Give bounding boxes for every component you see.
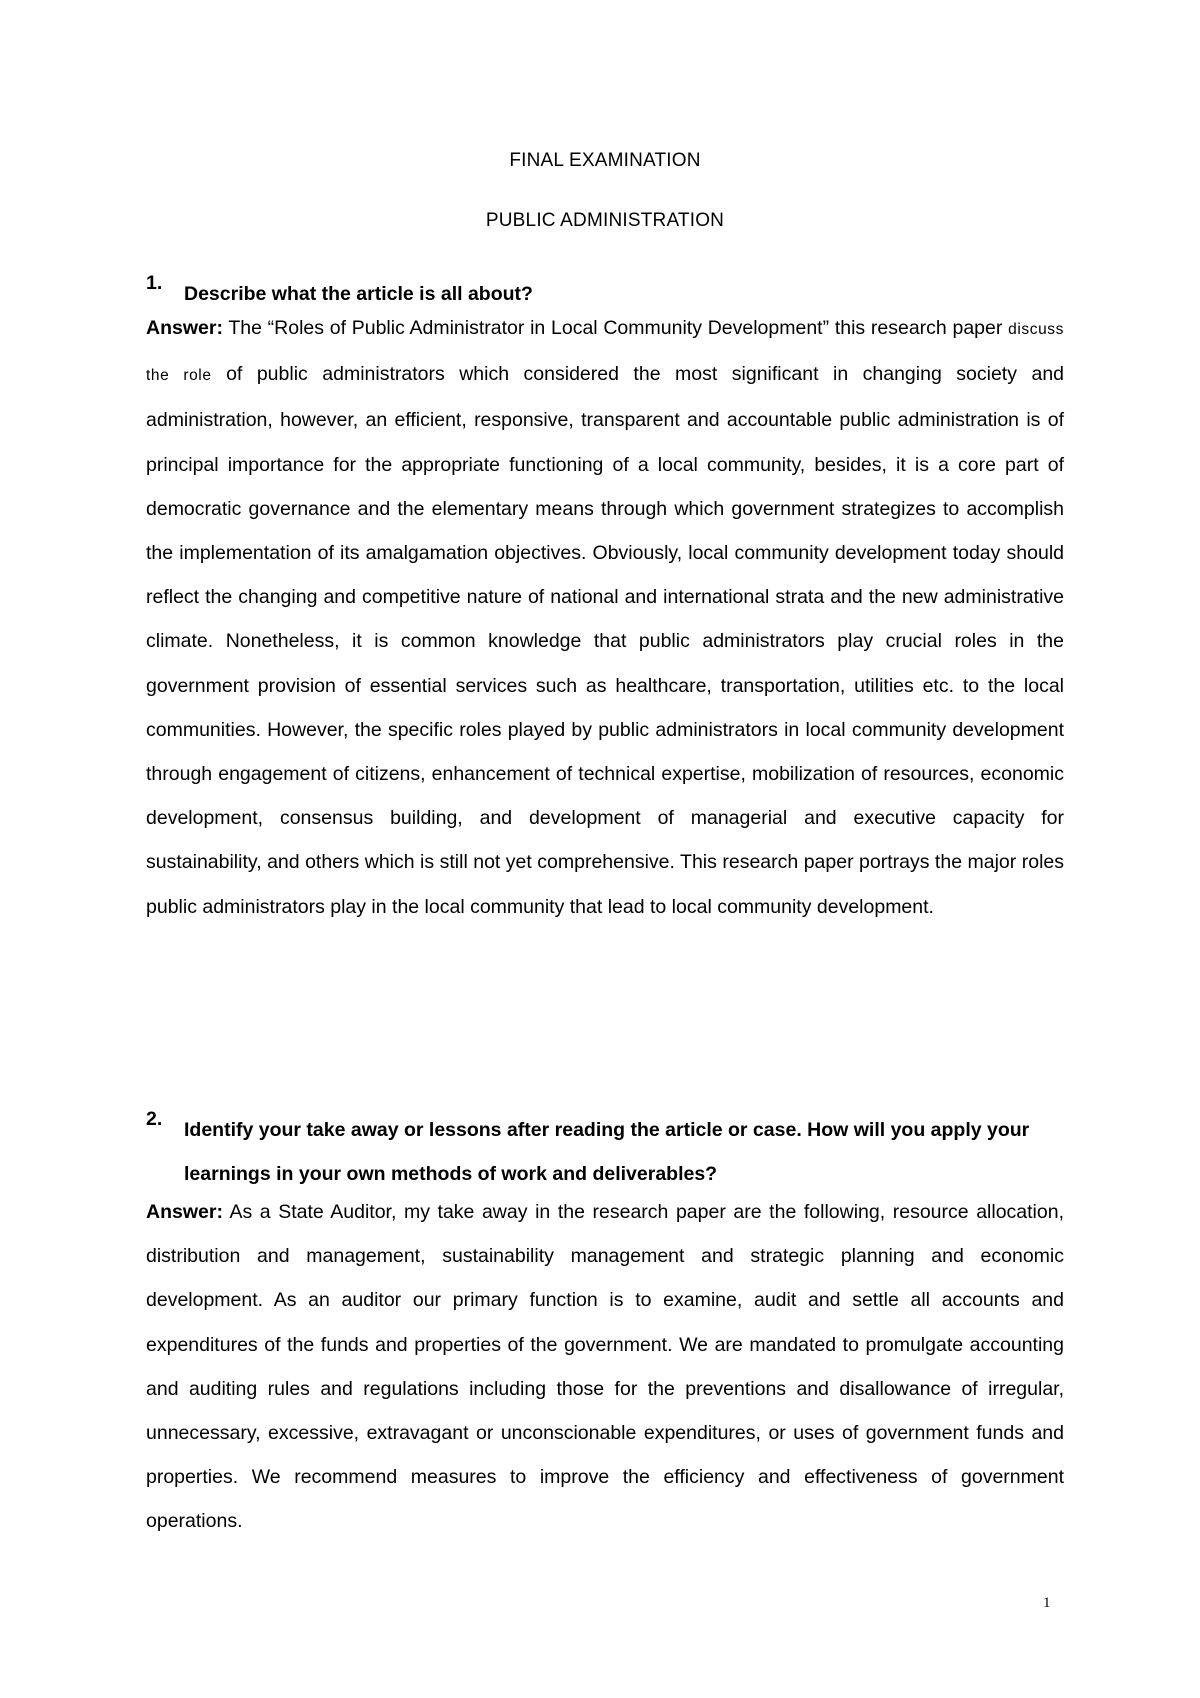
- answer-1-body: of public administrators which considered the most significant in changing society and administration, however, an efficient, responsive, transparent and accountable public administration is of principal importance for the appropriate functioning of a local community, besides, it is a core part of democratic governance and the elementary means through which government strategizes to accomplish the implementation of its amalgamation objectives. Obviously, local community development today should reflect the changing and competitive nature of national and international strata and the new administrative climate. Nonetheless, it is common knowledge that public administrators play crucial roles in the government provision of essential services such as healthcare, transportation, utilities etc. to the local communities. However, the specific roles played by public administrators in local community development through engagement of citizens, enhancement of technical expertise, mobilization of resources, economic development, consensus building, and development of managerial and executive capacity for sustainability, and others which is still not yet comprehensive. This research paper portrays the major roles public administrators play in the local community that lead to local community development.: [146, 363, 1065, 918]
- question-2-number: 2.: [146, 1108, 163, 1130]
- answer-1-lead: The “Roles of Public Administrator in Local Community Development” this research paper: [222, 317, 1009, 339]
- answer-1-small-text: discuss the role: [146, 321, 1064, 385]
- question-2-text: Identify your take away or lessons after reading the article or case. How will you apply your learnings in your own methods of work and deliverables?: [184, 1119, 1030, 1185]
- answer-1-label: Answer:: [146, 317, 223, 339]
- question-1-text: Describe what the article is all about?: [184, 283, 533, 305]
- answer-2: [146, 1190, 1064, 1544]
- answer-1: [146, 306, 1064, 929]
- answer-2-label: Answer:: [146, 1201, 223, 1223]
- document-subtitle: PUBLIC ADMINISTRATION: [485, 210, 725, 231]
- question-1-number: 1.: [146, 272, 163, 294]
- page-number: 1: [1043, 1595, 1051, 1611]
- document-title: FINAL EXAMINATION: [509, 150, 701, 171]
- answer-2-body: As a State Auditor, my take away in the research paper are the following, resource allocation, distribution and management, sustainability management and strategic planning and economic development. As an auditor our primary function is to examine, audit and settle all accounts and expenditures of the funds and properties of the government. We are mandated to promulgate accounting and auditing rules and regulations including those for the preventions and disallowance of irregular, unnecessary, excessive, extravagant or unconscionable expenditures, or uses of government funds and properties. We recommend measures to improve the efficiency and effectiveness of government operations.: [146, 1201, 1064, 1533]
